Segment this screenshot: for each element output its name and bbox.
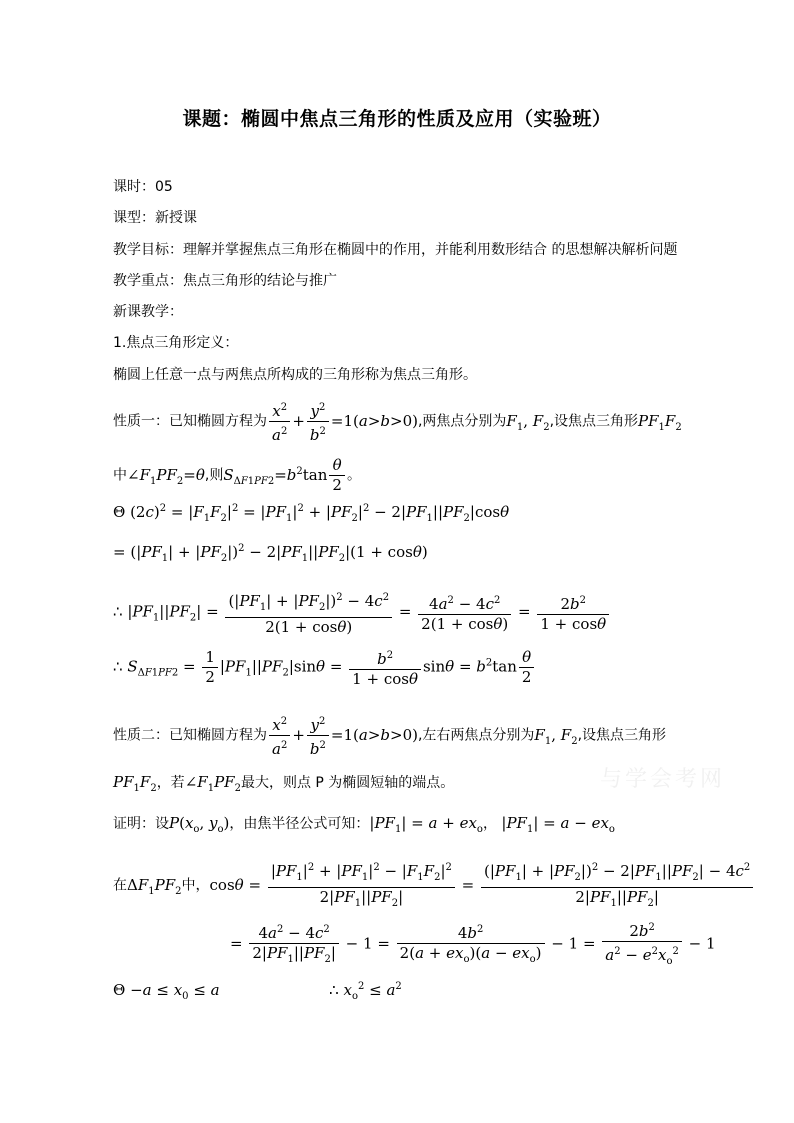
proof-lead: 证明：设 xyxy=(113,816,169,832)
zhong-text: 中 xyxy=(113,467,127,484)
if-text: ，若 xyxy=(156,775,185,791)
lesson-type: 课型：新授课 xyxy=(113,210,197,226)
teaching-focus: 教学重点：焦点三角形的结论与推广 xyxy=(113,273,337,289)
range-line: $\Theta -a \le x_0 \le a$ ∴ $x_o^2 \le a^2$ xyxy=(113,981,402,1002)
definition-heading: 1.焦点三角形定义： xyxy=(113,335,239,351)
page-title: 课题：椭圆中焦点三角形的性质及应用（实验班） xyxy=(182,108,612,130)
property-two-triangle-text: ,设焦点三角形 xyxy=(577,727,667,744)
proof-line: 证明：设$P(x_o$, $y_o$)，由焦半径公式可知：$|PF_1| = a + ex_o$， $|PF_1| = a - ex_o$ xyxy=(113,814,615,835)
equation-line-2: = $(|PF_1| + |PF_2|)^2 - 2|PF_1||PF_2|(1 + \cos\theta)$ xyxy=(113,543,428,564)
ellipse-equation: $\frac{x^2}{a^2}$ + $\frac{y^2}{b^2}$ =1(a>b>0) xyxy=(267,412,418,430)
in-text: 在 xyxy=(113,877,127,894)
property-two-line: 性质二：已知椭圆方程为 $\frac{x^2}{a^2}$ + $\frac{y^2}{b^2}$ =1(a>b>0),左右两焦点分别为$F_1$, $F_2$,设焦点三角形 xyxy=(113,712,666,759)
max-text: 最大，则点 P 为椭圆短轴的端点。 xyxy=(240,775,455,791)
equation-line-4: ∴ $S_{\Delta F1PF2}$ = $\frac{1}{2}$ $|PF_1||PF_2|\sin\theta$ = $\frac{b^2}{1 + \cos\theta}$ $\sin\theta = b^2\tan$ $\frac{\theta}{2}$ xyxy=(113,646,536,689)
property-two-foci-text: ,左右两焦点分别为 xyxy=(417,727,535,744)
property-one-line: 性质一：已知椭圆方程为 $\frac{x^2}{a^2}$ + $\frac{y^2}{b^2}$ =1(a>b>0),两焦点分别为$F_1$, $F_2$,设焦点三角形$PF_1F_2$ xyxy=(113,398,682,445)
teaching-goal: 教学目标：理解并掌握焦点三角形在椭圆中的作用，并能利用数形结合 的思想解决解析问题 xyxy=(113,242,678,258)
watermark: 与学会考网 xyxy=(600,767,726,792)
property-one-foci-text: ,两焦点分别为 xyxy=(417,413,507,430)
then-text: ,则 xyxy=(204,467,224,484)
new-lesson-heading: 新课教学： xyxy=(113,304,183,320)
property-two-lead: 性质二：已知椭圆方程为 xyxy=(113,727,267,744)
lesson-hours: 课时：05 xyxy=(113,179,173,195)
property-two-conclusion: $PF_1F_2$，若$\angle F_1PF_2$最大，则点 P 为椭圆短轴的端点。 xyxy=(113,773,455,794)
equation-line-1: Θ $(2c)^2 = |F_1F_2|^2 = |PF_1|^2 + |PF_2|^2 - 2|PF_1||PF_2|\cos\theta$ xyxy=(113,503,510,524)
period-text: 。 xyxy=(346,467,361,484)
cos-line-2: = $\frac{4a^2 - 4c^2}{2|PF_1||PF_2|}$ − 1 = $\frac{4b^2}{2(a + ex_o)(a - ex_o)}$ − 1 = $\frac{2b^2}{a^2 - e^2x_o^2}$ − 1 xyxy=(230,918,716,971)
definition-text: 椭圆上任意一点与两焦点所构成的三角形称为焦点三角形。 xyxy=(113,367,477,383)
because-symbol: Θ xyxy=(113,503,126,521)
zhong-text-2: 中， xyxy=(181,877,210,894)
equation-line-3: ∴ $|PF_1||PF_2|$ = $\frac{(|PF_1| + |PF_2|)^2 - 4c^2}{2(1 + \cos\theta)}$ = $\frac{4a^2 - 4c^2}{2(1 + \cos\theta)}$ = $\frac{2b^2}{1 + \cos\theta}$ xyxy=(113,588,611,637)
property-one-conclusion: 中$\angle F_1PF_2=\theta$,则$S_{\Delta F1PF2}=b^2\tan$ $\frac{\theta}{2}$ 。 xyxy=(113,456,361,494)
property-one-lead: 性质一：已知椭圆方程为 xyxy=(113,413,267,430)
property-one-triangle-text: ,设焦点三角形 xyxy=(549,413,639,430)
therefore-symbol: ∴ xyxy=(113,602,123,621)
cos-line: 在$\Delta F_1PF_2$中，cosθ = $\frac{|PF_1|^2 + |PF_1|^2 - |F_1F_2|^2}{2|PF_1||PF_2|}$ = $\frac{(|PF_1| + |PF_2|)^2 - 2|PF_1||PF_2| - 4c^2}{2|PF_1||PF_2|}$ xyxy=(113,858,755,913)
focal-radius-text: ，由焦半径公式可知： xyxy=(229,816,370,832)
